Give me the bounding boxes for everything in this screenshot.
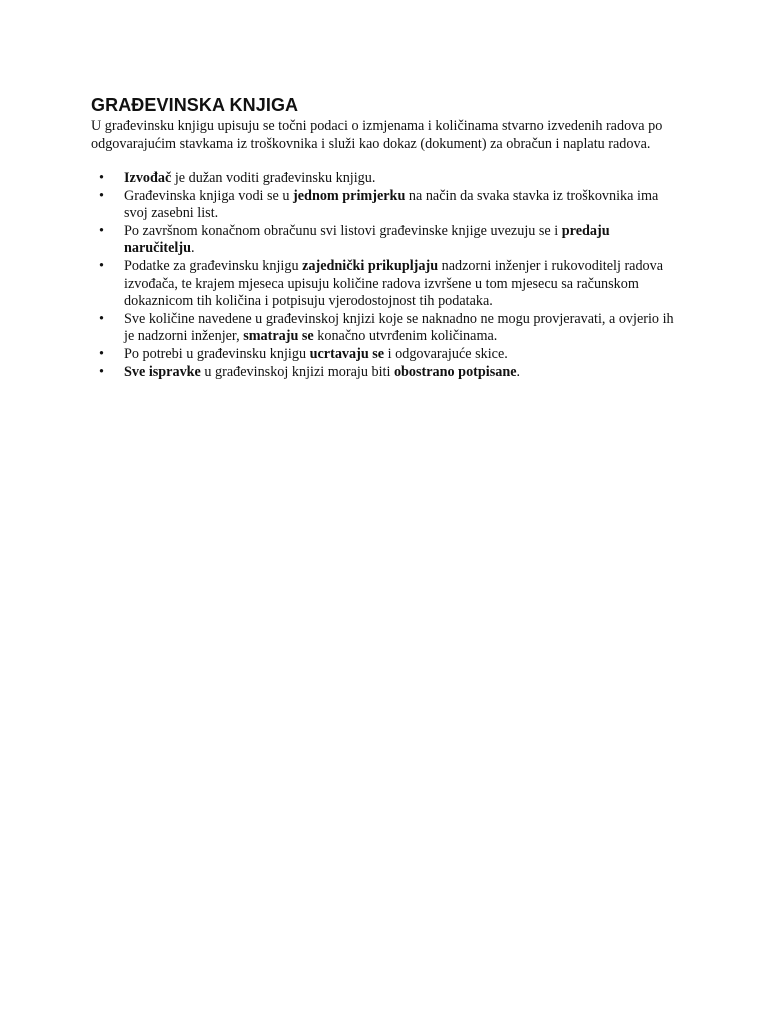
- list-item: [91, 311, 681, 346]
- list-item: [91, 223, 681, 258]
- document-body: [91, 94, 681, 381]
- intro-paragraph: U građevinsku knjigu upisuju se točni podaci o izmjenama i količinama stvarno izvedenih radova po odgovarajućim stavkama iz troškovnika i služi kao dokaz (dokument) za obračun i naplatu radova.: [91, 118, 663, 152]
- text-run: u građevinskoj knjizi moraju biti: [200, 363, 394, 380]
- text-run: nadzorni inženjer i rukovoditelj radova izvođača, te krajem mjeseca upisuju količine radova izvršene u tom mjesecu sa računskom dokaznicom tih količina i potpisuju vjerodostojnost tih podataka.: [124, 257, 664, 310]
- list-item: [91, 346, 681, 364]
- text-run: Podatke za građevinsku knjigu: [124, 257, 303, 274]
- text-run: Po potrebi u građevinsku knjigu: [124, 345, 310, 362]
- text-run: .: [191, 240, 195, 257]
- bullet-icon: •: [99, 187, 104, 204]
- bold-text: predaju naručitelju: [124, 222, 610, 257]
- bold-text: jednom primjerku: [293, 187, 406, 204]
- list-item: [91, 188, 681, 223]
- text-run: Po završnom konačnom obračunu svi listovi građevinske knjige uvezuju se i: [124, 222, 562, 239]
- text-run: je dužan voditi građevinsku knjigu.: [171, 170, 376, 186]
- text-run: .: [516, 363, 521, 380]
- bullet-icon: •: [99, 222, 104, 239]
- bullet-icon: •: [99, 345, 104, 362]
- text-run: konačno utvrđenim količinama.: [313, 328, 498, 345]
- text-run: Građevinska knjiga vodi se u: [124, 187, 294, 204]
- bullet-icon: •: [99, 170, 104, 186]
- bold-text: zajednički prikupljaju: [302, 257, 439, 274]
- bold-text: Sve ispravke: [124, 363, 201, 380]
- bold-text: ucrtavaju se: [309, 345, 385, 362]
- bold-text: smatraju se: [243, 328, 314, 345]
- bullet-icon: •: [99, 363, 104, 380]
- list-item: [91, 364, 681, 382]
- document-title: GRAĐEVINSKA KNJIGA: [91, 95, 299, 115]
- list-item: [91, 258, 681, 311]
- bullet-icon: •: [99, 310, 104, 327]
- text-run: Sve količine navedene u građevinskoj knjizi koje se naknadno ne mogu provjeravati, a ovjerio ih je nadzorni inženjer,: [124, 310, 674, 345]
- bold-text: Izvođač: [124, 170, 172, 186]
- text-run: i odgovarajuće skice.: [384, 345, 508, 362]
- bullet-list: [91, 170, 681, 381]
- list-item: [91, 170, 681, 188]
- text-run: na način da svaka stavka iz troškovnika ima svoj zasebni list.: [124, 187, 659, 222]
- bold-text: obostrano potpisane: [393, 363, 517, 380]
- bullet-icon: •: [99, 257, 104, 274]
